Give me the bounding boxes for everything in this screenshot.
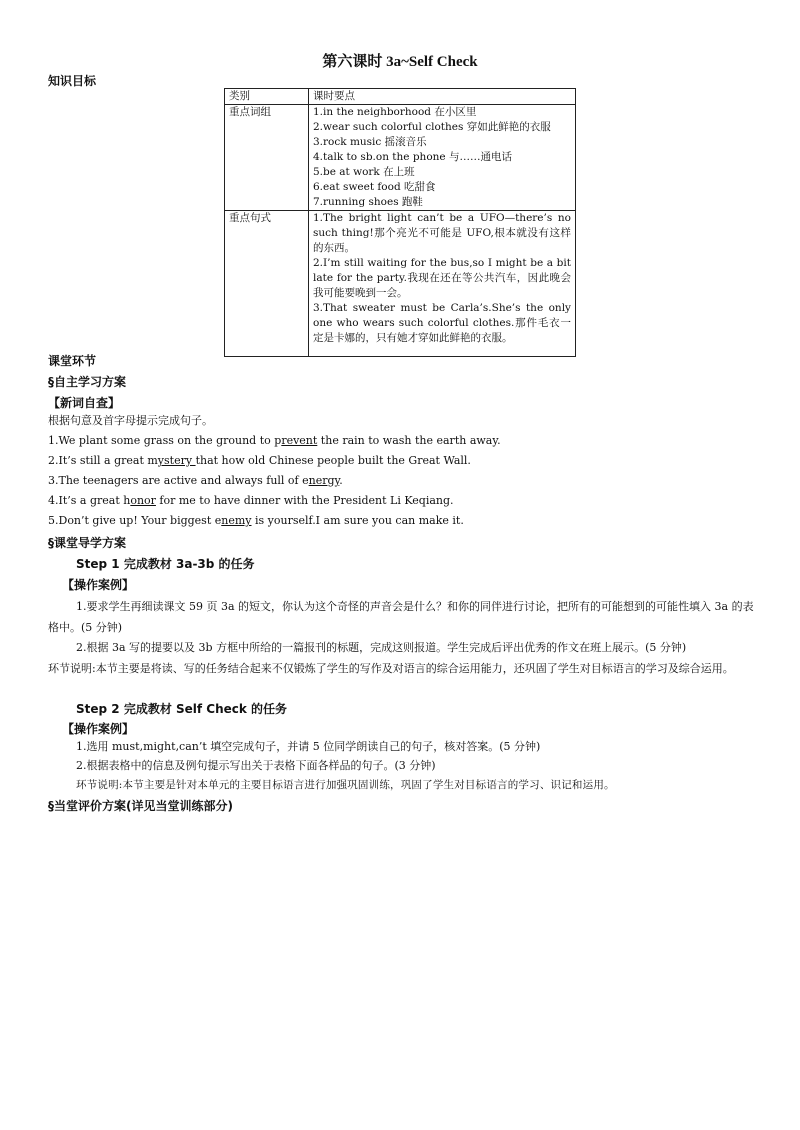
step2-note: 环节说明:本节主要是针对本单元的主要目标语言进行加强巩固训练，巩固了学生对目标语言的学习、识记和运用。: [76, 779, 615, 791]
vocab-item: 4.talk to sb.on the phone 与……通电话: [313, 151, 512, 163]
self-study-heading: §自主学习方案: [48, 375, 127, 389]
vocab-cell: [309, 105, 576, 211]
answer-3: nergy: [308, 474, 340, 487]
evaluation-heading: §当堂评价方案(详见当堂训练部分): [48, 799, 233, 813]
exercise-item-5: 5.Don’t give up! Your biggest enemy is yourself.I am sure you can make it.: [48, 514, 464, 527]
header-points: 课时要点: [309, 89, 576, 105]
new-words-subheading: 【新词自查】: [48, 396, 121, 410]
exercise-item-1: 1.We plant some grass on the ground to prevent the rain to wash the earth away.: [48, 434, 501, 447]
vocab-item: 2.wear such colorful clothes 穿如此鲜艳的衣服: [313, 121, 551, 133]
table-row-vocab: [225, 105, 576, 211]
vocab-item: 6.eat sweet food 吃甜食: [313, 181, 436, 193]
answer-2: ystery: [157, 454, 196, 467]
vocab-item: 5.be at work 在上班: [313, 166, 415, 178]
exercise-item-4: 4.It’s a great honor for me to have dinner with the President Li Keqiang.: [48, 494, 454, 507]
sentence-item: 1.The bright light can’t be a UFO—there’s no such thing!那个亮光不可能是 UFO,根本就没有这样的东西。: [313, 212, 571, 254]
step1-heading: Step 1 完成教材 3a-3b 的任务: [76, 557, 255, 571]
step2-paragraph-1: 1.选用 must,might,can’t 填空完成句子，并请 5 位同学朗读自己的句子，核对答案。(5 分钟): [76, 740, 541, 753]
table-row-sentences: [225, 211, 576, 357]
step2-paragraph-2: 2.根据表格中的信息及例句提示写出关于表格下面各样品的句子。(3 分钟): [76, 759, 436, 772]
section-knowledge-heading: 知识目标: [48, 74, 97, 88]
answer-4: onor: [130, 494, 156, 507]
vocab-item: 7.running shoes 跑鞋: [313, 196, 423, 208]
page-title: 第六课时 3a~Self Check: [322, 54, 478, 70]
exercise-item-2: 2.It’s still a great mystery that how old Chinese people built the Great Wall.: [48, 454, 471, 467]
vocab-item: 3.rock music 摇滚音乐: [313, 136, 427, 148]
step2-heading: Step 2 完成教材 Self Check 的任务: [76, 702, 288, 716]
header-category: 类别: [225, 89, 309, 105]
instruction-text: 根据句意及首字母提示完成句子。: [48, 414, 213, 427]
step1-note: 环节说明:本节主要是将读、写的任务结合起来不仅锻炼了学生的写作及对语言的综合运用能力，还巩固了学生对目标语言的学习及综合运用。: [48, 662, 734, 675]
exercise-item-3: 3.The teenagers are active and always full of energy.: [48, 474, 343, 487]
answer-5: nemy: [221, 514, 252, 527]
guide-heading: §课堂导学方案: [48, 536, 127, 550]
case2-heading: 【操作案例】: [62, 722, 135, 736]
knowledge-table: [224, 88, 576, 357]
case1-heading: 【操作案例】: [62, 578, 135, 592]
step1-paragraph-1: 1.要求学生再细读课文 59 页 3a 的短文，你认为这个奇怪的声音会是什么？和你的同伴进行讨论，把所有的可能想到的可能性填入 3a 的表格中。(5 分钟): [48, 600, 754, 634]
vocab-item: 1.in the neighborhood 在小区里: [313, 106, 477, 118]
table-header-row: [225, 89, 576, 105]
sentence-cell: [309, 211, 576, 357]
sentence-label: 重点句式: [225, 211, 309, 357]
vocab-label: 重点词组: [225, 105, 309, 211]
sentence-item: 3.That sweater must be Carla’s.She’s the only one who wears such colorful clothes.那件毛衣一定是卡娜的，只有她才穿如此鲜艳的衣服。: [313, 302, 571, 344]
step1-paragraph-2: 2.根据 3a 写的提要以及 3b 方框中所给的一篇报刊的标题，完成这则报道。学生完成后评出优秀的作文在班上展示。(5 分钟): [76, 641, 687, 654]
answer-1: revent: [281, 434, 318, 447]
section-class-heading: 课堂环节: [48, 354, 97, 368]
sentence-item: 2.I’m still waiting for the bus,so I might be a bit late for the party.我现在还在等公共汽车，因此晚会我可能要晚到一会。: [313, 257, 571, 299]
